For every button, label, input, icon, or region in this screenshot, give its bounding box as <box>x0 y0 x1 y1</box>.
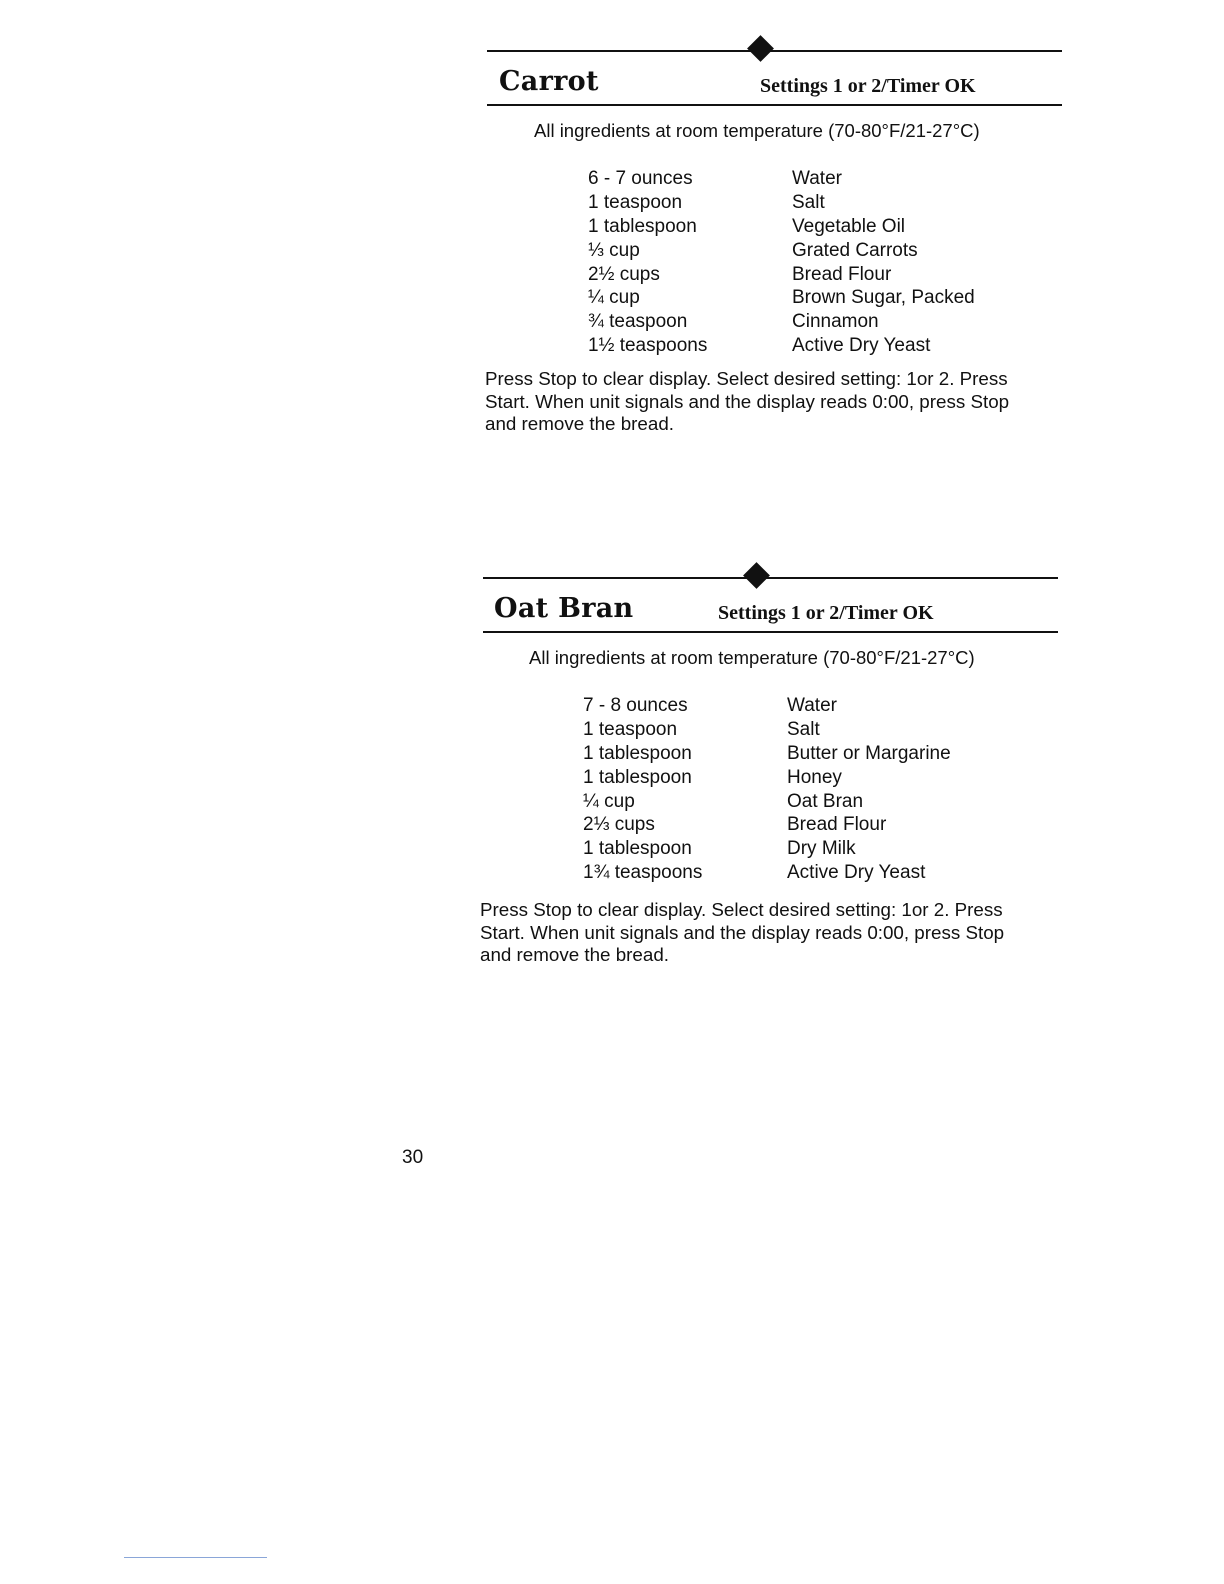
ingredient-amount: 1 teaspoon <box>588 191 683 213</box>
section-divider <box>483 561 1058 585</box>
ingredient-name: Bread Flour <box>787 814 887 836</box>
recipe-header <box>483 585 1058 633</box>
recipe-carrot <box>485 34 1062 434</box>
ingredient-name: Bread Flour <box>792 263 892 285</box>
ingredient-amount: 1 teaspoon <box>583 718 678 740</box>
ingredient-amount: 1¾ teaspoons <box>583 862 703 884</box>
ingredient-amount: 1 tablespoon <box>583 742 692 764</box>
ingredient-name: Salt <box>787 718 820 740</box>
ingredient-row <box>588 168 1068 192</box>
ingredient-amount: 1 tablespoon <box>583 838 692 860</box>
ingredient-list <box>583 695 1063 886</box>
temperature-note: All ingredients at room temperature (70-80°F/21-27°C) <box>534 120 980 141</box>
ingredient-row <box>588 216 1068 240</box>
ingredient-name: Cinnamon <box>792 311 879 333</box>
recipe-title: Carrot <box>499 66 599 97</box>
ingredient-row <box>583 743 1063 767</box>
ingredient-row <box>588 287 1068 311</box>
ingredient-row <box>583 695 1063 719</box>
ingredient-name: Salt <box>792 191 825 213</box>
recipe-instructions: Press Stop to clear display. Select desired setting: 1or 2. Press Start. When unit signals and the display reads 0:00, press Stop and remove the bread. <box>485 368 1010 434</box>
ingredient-amount: 7 - 8 ounces <box>583 695 688 716</box>
ingredient-row <box>583 719 1063 743</box>
recipe-instructions: Press Stop to clear display. Select desired setting: 1or 2. Press Start. When unit signals and the display reads 0:00, press Stop and remove the bread. <box>480 899 1005 965</box>
ingredient-row <box>583 767 1063 791</box>
ingredient-amount: ⅓ cup <box>588 239 640 261</box>
ingredient-amount: ¼ cup <box>583 790 635 812</box>
ingredient-name: Grated Carrots <box>792 239 918 261</box>
ingredient-row <box>588 335 1068 359</box>
ingredient-name: Active Dry Yeast <box>787 862 926 884</box>
recipe-oat-bran <box>480 561 1058 965</box>
footer-rule <box>124 1557 267 1558</box>
recipe-title: Oat Bran <box>494 593 634 624</box>
divider-rule <box>487 50 1062 52</box>
ingredient-name: Dry Milk <box>787 838 856 860</box>
ingredient-name: Butter or Margarine <box>787 742 951 764</box>
ingredient-amount: 1 tablespoon <box>583 766 692 788</box>
ingredient-name: Water <box>792 168 842 189</box>
ingredient-row <box>583 814 1063 838</box>
temperature-note: All ingredients at room temperature (70-80°F/21-27°C) <box>529 647 975 668</box>
ingredient-name: Water <box>787 695 837 716</box>
recipe-settings: Settings 1 or 2/Timer OK <box>718 602 934 624</box>
ingredient-row <box>588 192 1068 216</box>
ingredient-amount: 2⅓ cups <box>583 814 655 836</box>
ingredient-amount: 2½ cups <box>588 263 660 285</box>
ingredient-row <box>583 791 1063 815</box>
ingredient-name: Oat Bran <box>787 790 864 812</box>
recipe-settings: Settings 1 or 2/Timer OK <box>760 75 976 97</box>
section-divider <box>487 34 1062 58</box>
ingredient-name: Brown Sugar, Packed <box>792 287 975 309</box>
ingredient-row <box>588 311 1068 335</box>
ingredient-list <box>588 168 1068 359</box>
ingredient-amount: 1 tablespoon <box>588 215 697 237</box>
recipe-header <box>487 58 1062 106</box>
ingredient-amount: 1½ teaspoons <box>588 335 708 357</box>
ingredient-name: Vegetable Oil <box>792 215 906 237</box>
divider-rule <box>483 577 1058 579</box>
page-number: 30 <box>402 1147 424 1168</box>
ingredient-amount: ¾ teaspoon <box>588 311 688 333</box>
ingredient-row <box>583 838 1063 862</box>
ingredient-amount: ¼ cup <box>588 287 640 309</box>
ingredient-name: Honey <box>787 766 842 788</box>
ingredient-row <box>588 240 1068 264</box>
ingredient-name: Active Dry Yeast <box>792 335 931 357</box>
ingredient-row <box>583 862 1063 886</box>
ingredient-amount: 6 - 7 ounces <box>588 168 693 189</box>
ingredient-row <box>588 264 1068 288</box>
